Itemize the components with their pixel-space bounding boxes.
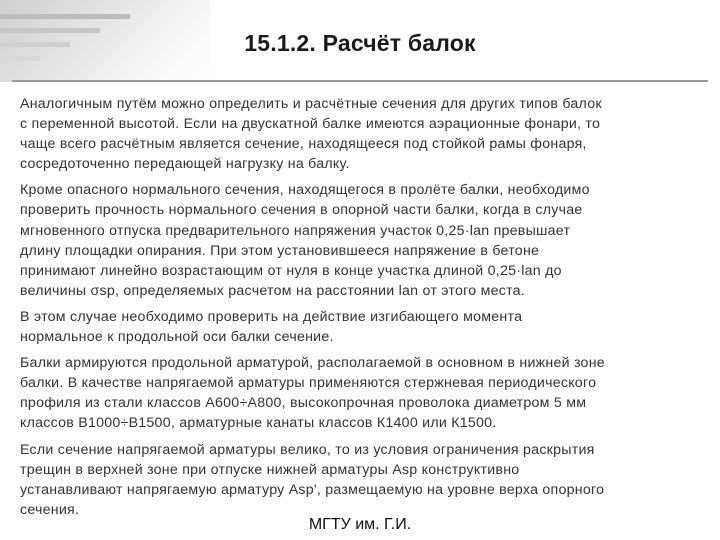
text-line: сосредоточенно передающей нагрузку на балку. (20, 156, 350, 173)
text-line: нормальное к продольной оси балки сечение. (20, 329, 334, 346)
slide-footer: МГТУ им. Г.И. (308, 516, 412, 533)
text-line: трещин в верхней зоне при отпуске нижней арматуры Asp конструктивно (20, 461, 520, 478)
paragraph (20, 307, 716, 347)
text-line: величины σsp, определяемых расчетом на расстоянии lan от этого места. (20, 282, 526, 299)
text-line: Балки армируются продольной арматурой, располагаемой в основном в нижней зоне (20, 355, 605, 372)
text-line: Если сечение напрягаемой арматуры велико, то из условия ограничения раскрытия (20, 441, 595, 458)
text-line: мгновенного отпуска предварительного напряжения участок 0,25·lan превышает (20, 222, 571, 239)
text-line: длину площадки опирания. При этом установившееся напряжение в бетоне (20, 242, 540, 259)
decorative-stripe (0, 14, 130, 19)
text-line: балки. В качестве напрягаемой арматуры применяются стержневая периодического (20, 375, 597, 392)
slide-body (20, 94, 716, 526)
paragraph (20, 94, 716, 174)
text-line: устанавливают напрягаемую арматуру Asp', размещаемую на уровне верха опорного (20, 481, 605, 498)
paragraph (20, 353, 716, 433)
text-line: проверить прочность нормального сечения в опорной части балки, когда в случае (20, 202, 583, 219)
text-line: чаще всего расчётным является сечение, находящееся под стойкой рамы фонаря, (20, 136, 587, 153)
text-line: сечения. (20, 501, 80, 518)
slide-title: 15.1.2. Расчёт балок (244, 30, 476, 56)
text-line: Аналогичным путём можно определить и расчётные сечения для других типов балок (20, 96, 602, 112)
text-line: профиля из стали классов А600÷А800, высокопрочная проволока диаметром 5 мм (20, 395, 587, 412)
text-line: с переменной высотой. Если на двускатной балке имеются аэрационные фонари, то (20, 116, 601, 133)
text-line: классов В1000÷В1500, арматурные канаты классов К1400 или К1500. (20, 415, 497, 432)
paragraph (20, 440, 716, 520)
text-line: принимают линейно возрастающим от нуля в конце участка длиной 0,25·lan до (20, 262, 562, 279)
paragraph (20, 180, 716, 301)
text-line: В этом случае необходимо проверить на действие изгибающего момента (20, 308, 523, 325)
text-line: Кроме опасного нормального сечения, находящегося в пролёте балки, необходимо (20, 182, 590, 199)
title-divider (12, 80, 708, 82)
